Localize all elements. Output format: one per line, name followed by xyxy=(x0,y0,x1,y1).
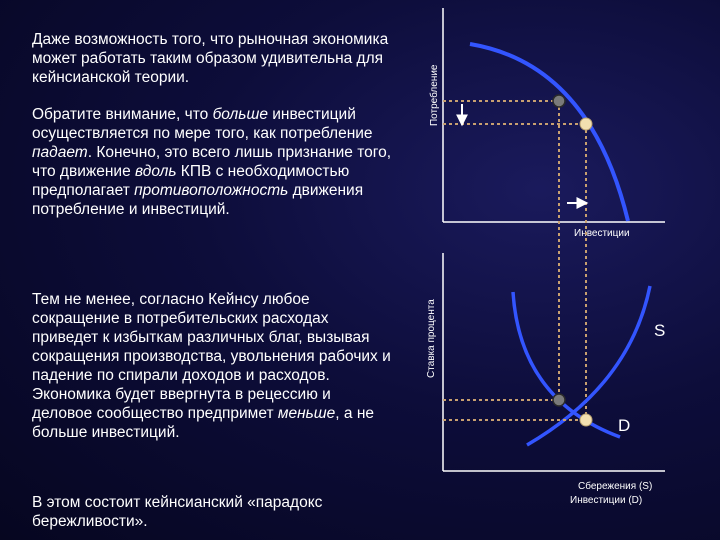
ppf-point-new xyxy=(580,118,592,130)
demand-curve xyxy=(513,292,620,437)
ppf-curve xyxy=(470,44,628,221)
p2-run: падает xyxy=(32,144,88,161)
p2-run: инвестиций осуществляется по мере того, как потребление xyxy=(32,106,373,142)
p2-run: вдоль xyxy=(135,163,177,180)
demand-curve-label: D xyxy=(618,416,631,435)
loanable-funds-diagram xyxy=(426,253,665,506)
funds-x-axis-label-savings: Сбережения (S) xyxy=(578,481,653,492)
p2-run: Обратите внимание, что xyxy=(32,106,213,123)
p3-run: , а не больше инвестиций. xyxy=(32,405,375,441)
p3-run: меньше xyxy=(277,405,336,422)
p3-run: Тем не менее, согласно Кейнсу любое сокращение в потребительских расходах приведет к избыткам различных благ, вызывая сокращения производства, увольнения рабочих и падение по спирали доходов и расходов. Экономика будет ввергнута в рецессию и деловое сообщество предпримет xyxy=(32,291,391,422)
p2-run: противоположность xyxy=(134,182,289,199)
p2-run: КПВ с необходимостью предполагает xyxy=(32,163,350,199)
funds-y-axis-label: Ставка процента xyxy=(426,299,437,378)
intro-paragraph: Даже возможность того, что рыночная экономика может работать таким образом удивительна для кейнсианской теории. xyxy=(32,31,389,86)
p2-run: . Конечно, это всего лишь признание того, что движение xyxy=(32,144,391,180)
ppf-y-axis-label: Потребление xyxy=(429,64,440,126)
equilibrium-point-initial xyxy=(553,394,565,406)
equilibrium-point-new xyxy=(580,414,592,426)
ppf-diagram xyxy=(428,8,665,420)
ppf-point-initial xyxy=(553,95,565,107)
p2-run: больше xyxy=(212,106,268,123)
ppf-x-axis-label: Инвестиции xyxy=(574,228,630,239)
p2-run: движения потребление и инвестиций. xyxy=(32,182,364,218)
supply-curve-label: S xyxy=(654,321,666,340)
paradox-paragraph: В этом состоит кейнсианский «парадокс бережливости». xyxy=(32,494,323,530)
funds-x-axis-label-investment: Инвестиции (D) xyxy=(570,495,643,506)
